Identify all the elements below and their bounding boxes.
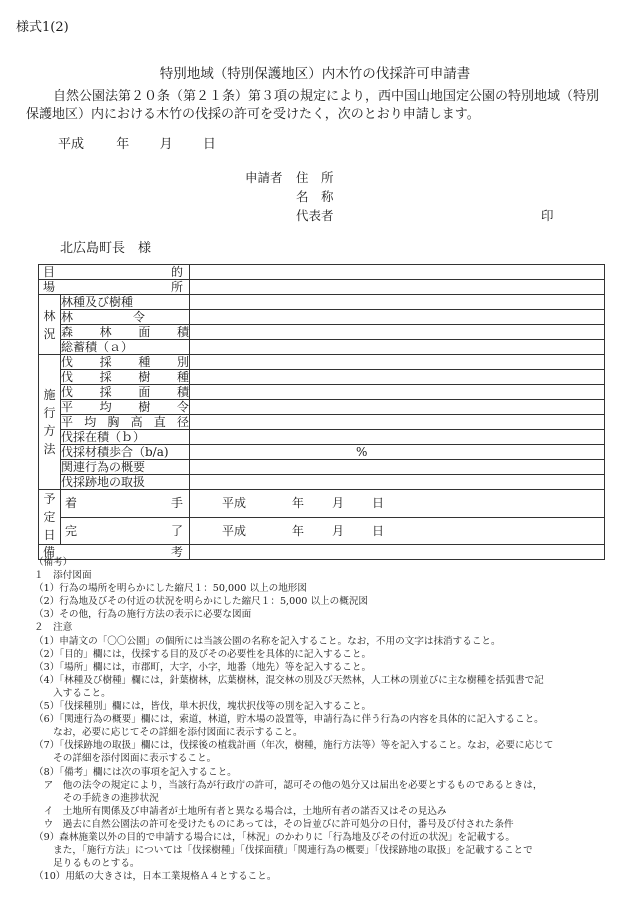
intro-paragraph: 自然公園法第２０条（第２１条）第３項の規定により，西中国山地国定公園の特別地域（特別保護地区）内における木竹の伐採の許可を受けたく，次のとおり申請します。 xyxy=(26,89,600,122)
felling-volume-label: 伐採在積（ｂ） xyxy=(61,430,190,445)
end-date-field[interactable]: 平成 年 月 日 xyxy=(190,517,605,545)
total-stock-field[interactable] xyxy=(190,340,605,355)
related-activity-label: 関連行為の概要 xyxy=(61,460,190,475)
end-label: 完 了 xyxy=(61,517,190,545)
note-line: （9）森林施業以外の目的で申請する場合には，「林況」のかわりに「行為地及びその付近の状況」を記載する。 xyxy=(34,831,515,843)
document-title: 特別地域（特別保護地区）内木竹の伐採許可申請書 xyxy=(159,66,471,82)
note-line: （1）行為の場所を明らかにした縮尺１：50,000 以上の地形図 xyxy=(34,583,307,595)
felling-ratio-label: 伐採材積歩合（b/a) xyxy=(61,445,190,460)
forest-type-field[interactable] xyxy=(190,295,605,310)
date-day: 日 xyxy=(202,137,216,152)
note-line: 足りるものとする。 xyxy=(34,858,140,870)
average-dbh-field[interactable] xyxy=(190,415,605,430)
related-activity-field[interactable] xyxy=(190,460,605,475)
applicant-rep-label: 代表者 xyxy=(296,208,334,223)
felling-type-field[interactable] xyxy=(190,355,605,370)
applicant-name-label: 名 称 xyxy=(296,189,334,204)
note-line: イ 土地所有関係及び申請者が土地所有者と異なる場合は，土地所有者の諾否又はその見込み xyxy=(34,805,447,817)
start-date-field[interactable]: 平成 年 月 日 xyxy=(190,490,605,518)
note-line: ２ 注意 xyxy=(34,622,73,634)
note-line: （8）「備考」欄には次の事項を記入すること。 xyxy=(34,766,237,778)
total-stock-label: 総蓄積（ａ） xyxy=(61,340,190,355)
forest-age-label: 林 令 xyxy=(61,310,190,325)
average-dbh-label: 平 均 胸 高 直 径 xyxy=(61,415,189,429)
note-line: その詳細を添付図面に表示すること。 xyxy=(34,753,217,765)
date-era: 平成 xyxy=(58,137,85,152)
forest-condition-header: 林 況 xyxy=(39,295,61,355)
felling-volume-field[interactable] xyxy=(190,430,605,445)
forest-type-label: 林種及び樹種 xyxy=(61,295,190,310)
location-field[interactable] xyxy=(190,280,605,295)
forest-area-field[interactable] xyxy=(190,325,605,340)
felling-species-field[interactable] xyxy=(190,370,605,385)
note-line: （7）「伐採跡地の取扱」欄には，伐採後の植栽計画（年次，樹種，施行方法等）等を記入すること。なお，必要に応じて xyxy=(34,740,554,752)
percent-sign: % xyxy=(356,445,368,459)
note-line: また，「施行方法」については「伐採樹種」「伐採面積」「関連行為の概要」「伐採跡地の取扱」を記載することで xyxy=(34,845,533,857)
felling-species-label: 伐 採 樹 種 xyxy=(61,370,189,384)
note-line: なお，必要に応じてその詳細を添付図面に表示すること。 xyxy=(34,727,303,739)
felling-type-label: 伐 採 種 別 xyxy=(61,355,189,369)
remarks-label: 備 考 xyxy=(39,545,190,560)
forest-age-field[interactable] xyxy=(190,310,605,325)
applicant-address-label: 住 所 xyxy=(296,170,334,185)
row-purpose: 目 的 xyxy=(39,265,605,280)
note-line: ア 他の法令の規定により，当該行為が行政庁の許可，認可その他の処分又は届出を必要とするものであるときは， xyxy=(34,779,543,791)
felling-area-label: 伐 採 面 積 xyxy=(61,385,189,399)
application-date xyxy=(58,133,216,152)
note-line: （3）「場所」欄には，市郡町，大字，小字，地番（地先）等を記入すること。 xyxy=(34,661,372,673)
site-treatment-field[interactable] xyxy=(190,475,605,490)
note-line: （2）「目的」欄には，伐採する目的及びその必要性を具体的に記入すること。 xyxy=(34,648,372,660)
note-line: （4）「林種及び樹種」欄には，針葉樹林，広葉樹林，混交林の別及び天然林，人工林の別並びに主な樹種を括弧書で記 xyxy=(34,674,544,686)
row-location: 場 所 xyxy=(39,280,605,295)
addressee: 北広島町長 様 xyxy=(60,241,152,256)
felling-area-field[interactable] xyxy=(190,385,605,400)
note-line: 入すること。 xyxy=(34,687,111,699)
note-line: （1）申請文の「〇〇公園」の個所には当該公園の名称を記入すること。なお，不用の文字は抹消すること。 xyxy=(34,635,501,647)
applicant-label: 申請者 xyxy=(245,170,283,185)
notes-section xyxy=(34,556,614,883)
date-month: 月 xyxy=(159,137,173,152)
form-id: 様式1(2) xyxy=(16,20,69,35)
start-label: 着 手 xyxy=(61,490,190,518)
note-line: （6）「関連行為の概要」欄には，索道，林道，貯木場の設置等，申請行為に伴う行為の内容を具体的に記入すること。 xyxy=(34,714,544,726)
note-line: ウ 過去に自然公園法の許可を受けたものにあっては，その旨並びに許可処分の日付，番号及び付された条件 xyxy=(34,818,514,830)
date-year: 年 xyxy=(116,137,130,152)
felling-ratio-field[interactable] xyxy=(190,445,605,460)
purpose-field[interactable] xyxy=(190,265,605,280)
average-age-label: 平 均 樹 令 xyxy=(61,400,189,414)
forest-area-label: 森 林 面 積 xyxy=(61,325,189,339)
method-header: 施 行 方 法 xyxy=(39,355,61,490)
application-form-table xyxy=(38,264,605,560)
note-line: （10）用紙の大きさは，日本工業規格Ａ４とすること。 xyxy=(34,871,277,883)
note-line: １ 添付図面 xyxy=(34,570,92,582)
note-line: （3）その他，行為の施行方法の表示に必要な図面 xyxy=(34,609,252,621)
average-age-field[interactable] xyxy=(190,400,605,415)
seal-mark: 印 xyxy=(541,208,554,223)
note-line: （5）「伐採種別」欄には，皆伐，単木択伐，塊状択伐等の別を記入すること。 xyxy=(34,701,372,713)
note-line: その手続きの進捗状況 xyxy=(34,792,159,804)
note-line: （2）行為地及びその付近の状況を明らかにした縮尺１：5,000 以上の概況図 xyxy=(34,596,369,608)
schedule-header: 予 定 日 xyxy=(39,490,61,545)
note-line: （備考） xyxy=(34,557,73,568)
site-treatment-label: 伐採跡地の取扱 xyxy=(61,475,190,490)
